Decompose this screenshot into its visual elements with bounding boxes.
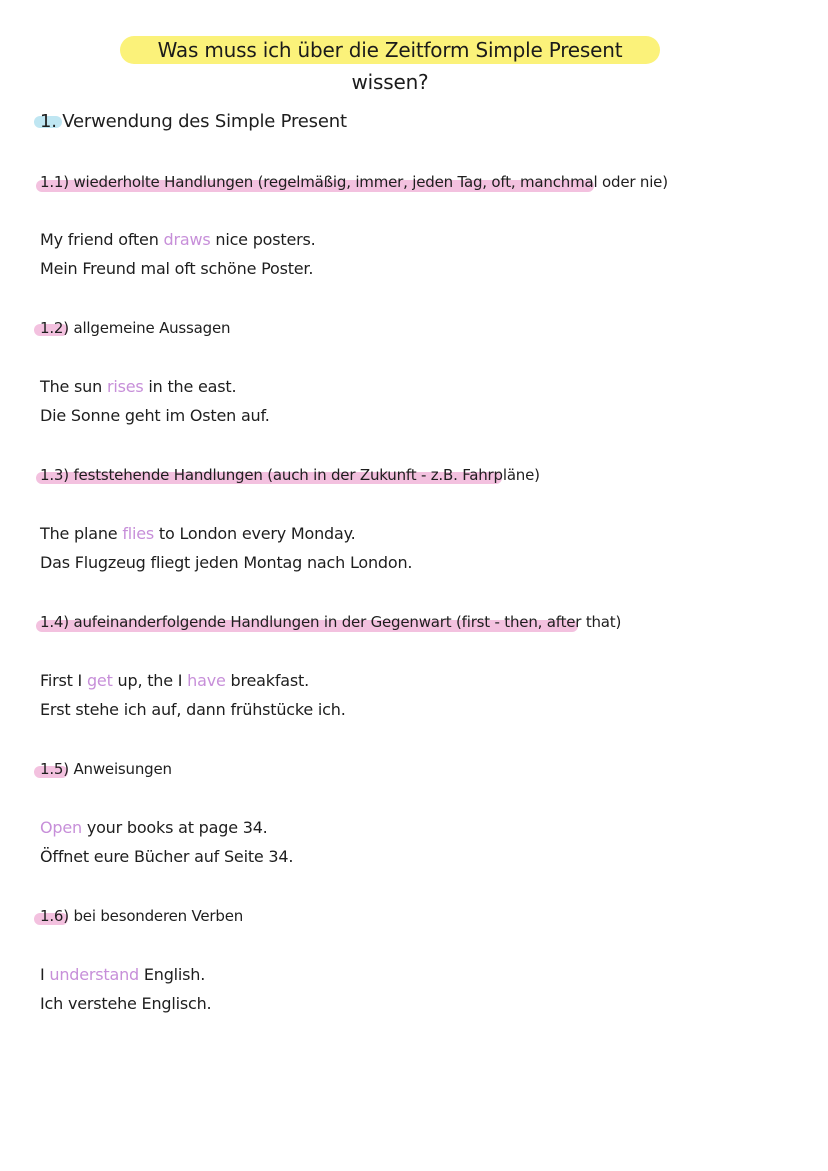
- verb-highlight: flies: [122, 524, 155, 543]
- example-text: My friend often: [40, 230, 164, 249]
- example-text: The plane: [40, 524, 123, 543]
- example-text: nice posters.: [210, 230, 316, 249]
- example-en-6: [40, 963, 205, 987]
- example-text: I: [40, 965, 50, 984]
- section-heading: 1. Verwendung des Simple Present: [40, 111, 347, 132]
- example-de-6: Ich verstehe Englisch.: [40, 994, 212, 1013]
- example-text: in the east.: [143, 377, 237, 396]
- example-en-1: [40, 228, 316, 252]
- example-de-3: Das Flugzeug fliegt jeden Montag nach London.: [40, 553, 413, 572]
- example-en-2: [40, 375, 236, 399]
- verb-highlight: have: [187, 671, 226, 690]
- example-en-3: [40, 522, 355, 546]
- example-de-5: Öffnet eure Bücher auf Seite 34.: [40, 847, 294, 866]
- verb-highlight: rises: [106, 377, 144, 396]
- example-text: First I: [40, 671, 87, 690]
- example-de-4: Erst stehe ich auf, dann frühstücke ich.: [40, 700, 346, 719]
- use-label-2: 1.2) allgemeine Aussagen: [40, 319, 231, 337]
- example-text: your books at page 34.: [81, 818, 268, 837]
- use-label-5: 1.5) Anweisungen: [40, 760, 172, 778]
- example-text: English.: [138, 965, 206, 984]
- verb-highlight: understand: [49, 965, 139, 984]
- verb-highlight: draws: [163, 230, 211, 249]
- example-text: breakfast.: [225, 671, 309, 690]
- example-text: The sun: [40, 377, 107, 396]
- use-label-6: 1.6) bei besonderen Verben: [40, 907, 244, 925]
- title-block: [120, 34, 660, 94]
- example-de-1: Mein Freund mal oft schöne Poster.: [40, 259, 314, 278]
- example-en-5: [40, 816, 268, 840]
- example-text: up, the I: [112, 671, 188, 690]
- verb-highlight: Open: [40, 818, 82, 837]
- use-label-1: 1.1) wiederholte Handlungen (regelmäßig, immer, jeden Tag, oft, manchmal oder nie): [40, 173, 668, 191]
- verb-highlight: get: [86, 671, 113, 690]
- example-text: to London every Monday.: [154, 524, 356, 543]
- example-de-2: Die Sonne geht im Osten auf.: [40, 406, 270, 425]
- example-en-4: [40, 669, 309, 693]
- use-label-3: 1.3) feststehende Handlungen (auch in der Zukunft - z.B. Fahrpläne): [40, 466, 540, 484]
- use-label-4: 1.4) aufeinanderfolgende Handlungen in der Gegenwart (first - then, after that): [40, 613, 622, 631]
- page-title: Was muss ich über die Zeitform Simple Present wissen?: [157, 38, 623, 94]
